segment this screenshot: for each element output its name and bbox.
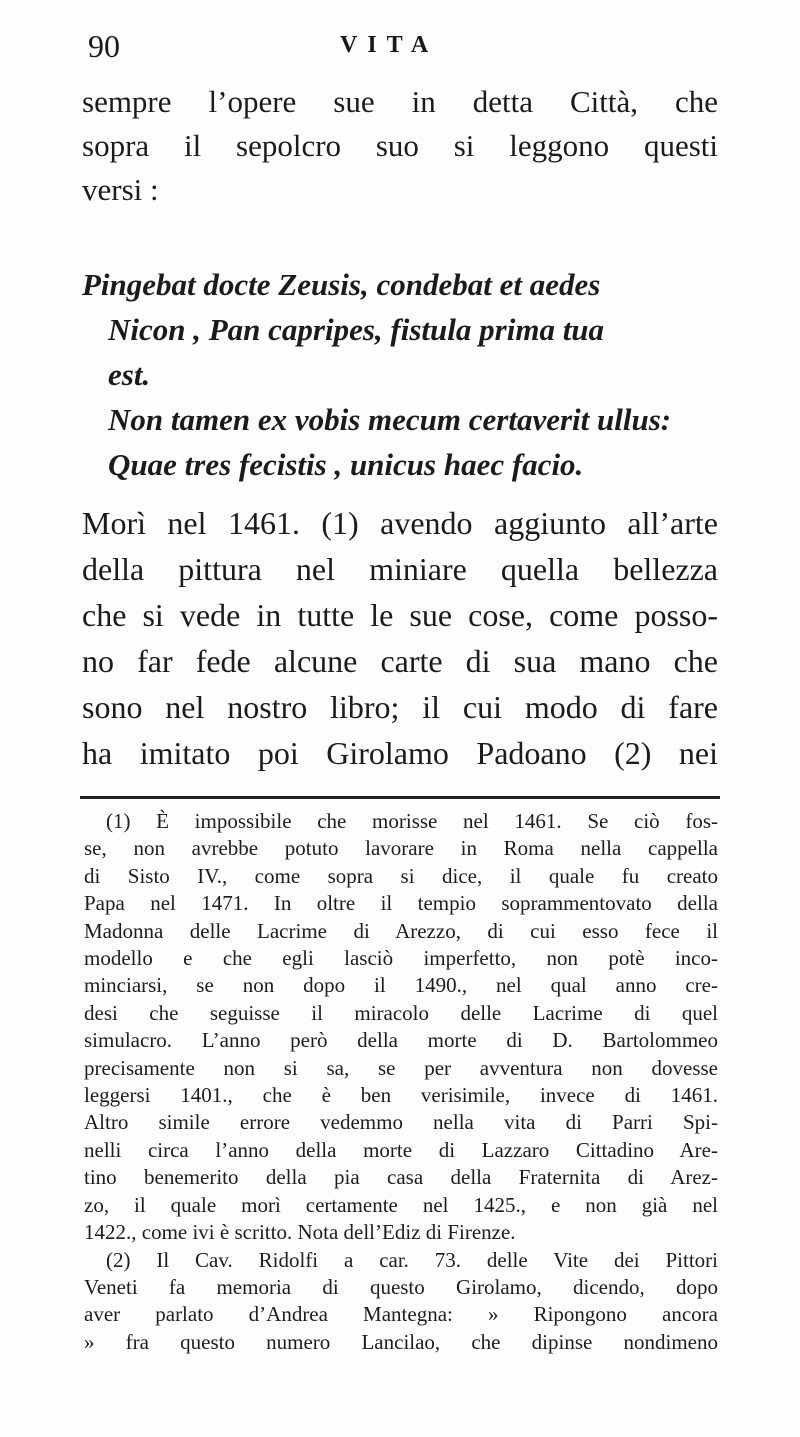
footnote-line: se, non avrebbe potuto lavorare in Roma nella cappella [84, 836, 718, 861]
page-header [88, 20, 708, 70]
footnote-divider [80, 796, 720, 799]
verse-line: Non tamen ex vobis mecum certaverit ullus: [108, 402, 672, 437]
footnote-line: simulacro. L’anno però della morte di D. Bartolommeo [84, 1028, 718, 1053]
verse-line: Quae tres fecistis , unicus haec facio. [108, 447, 584, 482]
intro-text [82, 80, 718, 212]
paragraph-line: Morì nel 1461. (1) avendo aggiunto all’arte [82, 505, 718, 541]
footnote-line: leggersi 1401., che è ben verisimile, invece di 1461. [84, 1083, 718, 1108]
intro-line: sempre l’opere sue in detta Città, che [82, 84, 718, 119]
footnote-line: Madonna delle Lacrime di Arezzo, di cui esso fece il [84, 918, 718, 943]
main-paragraph [82, 500, 718, 776]
footnote-line: » fra questo numero Lancilao, che dipinse nondimeno [84, 1329, 718, 1354]
footnote-line: Altro simile errore vedemmo nella vita di Parri Spi- [84, 1110, 718, 1135]
footnote-line: (1) È impossibile che morisse nel 1461. Se ciò fos- [106, 809, 718, 833]
paragraph-line: sono nel nostro libro; il cui modo di fare [82, 689, 718, 725]
paragraph-line: della pittura nel miniare quella bellezza [82, 551, 718, 587]
footnote-line: di Sisto IV., come sopra si dice, il quale fu creato [84, 863, 718, 888]
footnotes [84, 808, 718, 1356]
footnote-line: desi che seguisse il miracolo delle Lacrime di quel [84, 1000, 718, 1025]
intro-line: versi : [82, 172, 159, 207]
latin-verse [82, 262, 742, 487]
paragraph-line: che si vede in tutte le sue cose, come posso- [82, 597, 718, 633]
footnote-line: 1422., come ivi è scritto. Nota dell’Ediz di Firenze. [84, 1220, 516, 1245]
footnote-line: tino benemerito della pia casa della Fraternita di Arez- [84, 1165, 718, 1190]
footnote-line: minciarsi, se non dopo il 1490., nel qual anno cre- [84, 973, 718, 998]
running-head: VITA [340, 32, 439, 58]
verse-line: Pingebat docte Zeusis, condebat et aedes [82, 267, 601, 302]
verse-line: est. [108, 357, 151, 392]
intro-line: sopra il sepolcro suo si leggono questi [82, 128, 718, 163]
page-number: 90 [88, 28, 120, 64]
footnote-line: (2) Il Cav. Ridolfi a car. 73. delle Vite dei Pittori [106, 1247, 718, 1272]
verse-line: Nicon , Pan capripes, fistula prima tua [108, 312, 605, 347]
footnote-line: precisamente non si sa, se per avventura non dovesse [84, 1055, 718, 1080]
footnote-line: Papa nel 1471. In oltre il tempio soprammentovato della [84, 891, 718, 916]
footnote-line: modello e che egli lasciò imperfetto, non potè inco- [84, 946, 718, 971]
footnote-line: nelli circa l’anno della morte di Lazzaro Cittadino Are- [84, 1137, 718, 1162]
footnote-line: Veneti fa memoria di questo Girolamo, dicendo, dopo [84, 1274, 718, 1299]
footnote-line: zo, il quale morì certamente nel 1425., e non già nel [84, 1192, 718, 1217]
paragraph-line: ha imitato poi Girolamo Padoano (2) nei [82, 735, 718, 771]
paragraph-line: no far fede alcune carte di sua mano che [82, 643, 718, 679]
footnote-line: aver parlato d’Andrea Mantegna: » Ripongono ancora [84, 1302, 718, 1327]
